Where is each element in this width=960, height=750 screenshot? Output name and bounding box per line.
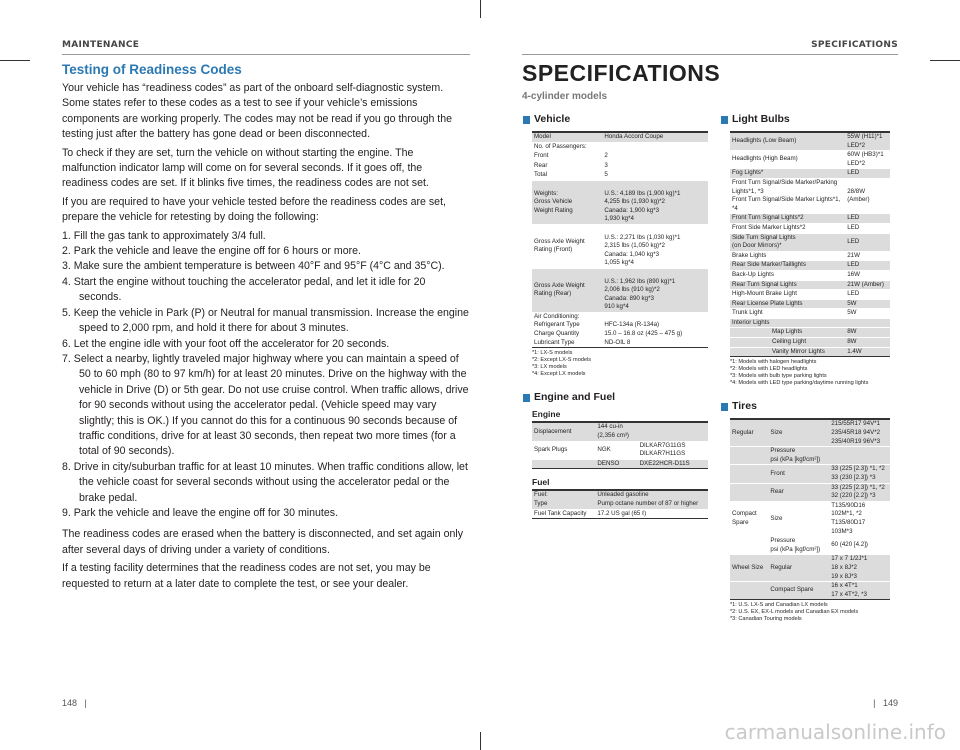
fuel-heading: Fuel <box>532 477 550 488</box>
page-header-left: MAINTENANCE <box>62 40 140 50</box>
table-cell: Regular <box>730 419 768 446</box>
footnote: *2: Except LX-S models <box>532 357 592 364</box>
table-cell: Pressure psi (kPa [kgf/cm²]) <box>770 537 821 553</box>
table-row <box>730 447 890 465</box>
table-cell <box>638 422 708 441</box>
watermark: carmanualsonline.info <box>724 720 946 744</box>
table-row <box>730 338 890 348</box>
table-cell: LED <box>845 261 890 271</box>
table-row <box>730 169 890 179</box>
spacer <box>532 469 708 477</box>
table-cell: Back-Up Lights <box>732 270 774 278</box>
step: 4. Start the engine without touching the accelerator pedal, and let it idle for 20 seconds. <box>62 275 426 304</box>
header-rule <box>62 54 470 55</box>
header-rule <box>522 54 898 55</box>
page-number-left: 148 | <box>62 698 87 708</box>
fuel-table <box>532 489 708 519</box>
page-number-right: | 149 <box>873 698 898 708</box>
table-cell: Compact Spare <box>768 582 829 600</box>
table-row <box>730 465 890 483</box>
table-cell: Headlights (High Beam) <box>732 155 798 163</box>
table-cell: Spark Plugs <box>534 445 568 453</box>
paragraph: To check if they are set, turn the vehicle on without starting the engine. The malfunction indicator lamp will come on for several seconds. If it goes off, the readiness codes are set. If it blinks five times, the readiness codes are not set. <box>62 146 429 190</box>
page-subtitle: 4-cylinder models <box>522 91 608 102</box>
table-cell: Side Turn Signal Lights (on Door Mirrors)* <box>730 233 845 251</box>
table-cell: 17 x 7 1/2J*1 18 x 8J*2 19 x 8J*3 <box>829 555 890 582</box>
table-cell: U.S.: 4,189 lbs (1,900 kg)*1 4,255 lbs (1,930 kg)*2 Canada: 1,900 kg*3 1,930 kg*4 <box>602 180 708 224</box>
table-cell: Rear Side Marker/Taillights <box>730 261 845 271</box>
table-cell <box>532 459 595 469</box>
tires-heading <box>721 400 890 413</box>
table-row <box>532 161 708 171</box>
table-cell: Gross Axle Weight Rating (Front) <box>534 237 585 254</box>
table-cell: Gross Axle Weight Rating (Rear) <box>532 268 602 312</box>
table-cell: Unleaded gasoline Pump octane number of 87 or higher <box>595 490 708 509</box>
footnote: *1: U.S. LX-S and Canadian LX models <box>730 602 828 609</box>
table-row <box>532 459 708 469</box>
table-row <box>532 268 708 312</box>
crop-mark <box>930 60 960 61</box>
table-cell: 21W <box>847 251 860 259</box>
specs-column-right <box>730 113 890 623</box>
table-cell: 5 <box>604 171 608 179</box>
table-cell: Size <box>770 514 783 522</box>
paragraph: The readiness codes are erased when the battery is disconnected, and set again only after several days of driving under a variety of conditions. <box>62 528 464 556</box>
footnote: *2: Models with LED headlights <box>730 366 808 373</box>
table-cell: T135/90D16 102M*1, *2 T135/80D17 103M*3 <box>831 501 866 535</box>
table-cell: Weights: Gross Vehicle Weight Rating <box>532 180 602 224</box>
table-row <box>532 312 708 347</box>
step: 5. Keep the vehicle in Park (P) or Neutral for manual transmission. Increase the engine speed to 2,000 rpm, and hold it there for about 3 minutes. <box>62 306 469 335</box>
table-row <box>532 132 708 142</box>
paragraph: If a testing facility determines that the readiness codes are not set, you may be requested to return at a later date to complete the test, or see your dealer. <box>62 562 431 590</box>
light-bulbs-footnotes <box>730 359 890 386</box>
table-cell: 144 cu-in (2,356 cm³) <box>595 422 637 441</box>
table-cell: Compact Spare <box>732 510 757 526</box>
table-row <box>730 555 890 582</box>
table-cell: Interior Lights <box>730 318 845 328</box>
footnote: *3: Models with bulb type parking lights <box>730 372 827 379</box>
table-cell: Total <box>534 171 548 179</box>
table-cell: 60 (420 [4.2]) <box>831 541 868 549</box>
table-cell: 33 (225 [2.3]) *1, *2 33 (230 [2.3]) *3 <box>829 465 890 483</box>
heading-label: Tires <box>732 400 757 413</box>
table-cell: High-Mount Brake Light <box>732 290 798 298</box>
vehicle-table <box>532 131 708 348</box>
crop-mark <box>0 60 30 61</box>
table-cell: Fuel: Type <box>532 490 595 509</box>
table-cell: 16W <box>847 270 860 278</box>
step: 8. Drive in city/suburban traffic for at least 10 minutes. When traffic conditions allow, let the vehicle coast for several seconds without using the accelerator pedal or the brake pedal. <box>62 460 468 504</box>
table-row <box>730 178 890 213</box>
table-cell: Front Turn Signal Lights*2 <box>730 214 845 224</box>
table-cell: Headlights (Low Beam) <box>730 132 845 151</box>
table-cell: Rear <box>768 483 829 501</box>
table-row <box>532 509 708 519</box>
table-cell: 5W <box>845 299 890 309</box>
footnote: *3: Canadian Touring models <box>730 615 802 622</box>
table-row <box>532 490 708 509</box>
table-cell: 8W <box>845 338 890 348</box>
table-cell: 33 (225 [2.3]) *1, *2 32 (220 [2.2]) *3 <box>829 483 890 501</box>
page-number: 149 <box>882 698 898 708</box>
table-row <box>532 171 708 181</box>
readiness-codes-section <box>62 62 470 595</box>
table-cell: 5W <box>847 309 857 317</box>
section-title: Testing of Readiness Codes <box>62 62 242 77</box>
table-cell: No. of Passengers: <box>534 142 587 150</box>
table-cell: Size <box>768 419 829 446</box>
table-cell: 17.2 US gal (65 ℓ) <box>597 509 647 517</box>
table-cell: Air Conditioning: Refrigerant Type Charge Quantity Lubricant Type <box>534 312 580 346</box>
table-row <box>730 347 890 357</box>
table-row <box>532 224 708 268</box>
table-cell: DENSO <box>595 459 637 469</box>
table-cell: LED <box>845 169 890 179</box>
table-cell: Trunk Light <box>732 309 763 317</box>
table-cell: 21W (Amber) <box>845 280 890 290</box>
table-cell: Ceiling Light <box>730 338 845 348</box>
vehicle-footnotes <box>532 350 708 377</box>
table-cell: 28/8W (Amber) <box>847 187 870 204</box>
table-cell: U.S.: 1,962 lbs (890 kg)*1 2,006 lbs (910 kg)*2 Canada: 890 kg*3 910 kg*4 <box>602 268 708 312</box>
step: 1. Fill the gas tank to approximately 3/4 full. <box>62 229 266 242</box>
table-row <box>730 132 890 151</box>
table-cell: Vanity Mirror Lights <box>730 347 845 357</box>
step: 3. Make sure the ambient temperature is between 40°F and 95°F (4°C and 35°C). <box>62 260 445 273</box>
table-cell: HFC-134a (R-134a) 15.0 – 16.8 oz (425 – 475 g) ND-OIL 8 <box>604 321 683 346</box>
footnote: *3: LX models <box>532 363 567 370</box>
heading-label: Engine and Fuel <box>534 391 616 404</box>
table-cell <box>730 483 768 501</box>
table-cell <box>730 465 768 483</box>
table-cell: Model <box>532 132 602 142</box>
table-row <box>532 441 708 459</box>
heading-label: Light Bulbs <box>732 113 790 125</box>
table-cell: Front <box>768 465 829 483</box>
step: 7. Select a nearby, lightly traveled major highway where you can maintain a speed of 50 to 60 mph (80 to 97 km/h) for at least 20 minutes. Drive on the highway with the vehicle in Drive (D) or 5th gear. Do not use cruise control. When traffic allows, drive for 90 seconds without using the accelerator pedal. (Vehicle speed may vary slightly; this is OK.) If you cannot do this for a continuous 90 seconds because of traffic conditions, drive for at least 30 seconds, then repeat two more times (for a total of 90 seconds). <box>62 352 469 458</box>
table-cell <box>730 582 768 600</box>
table-row <box>730 537 890 555</box>
table-cell: Displacement <box>532 422 595 441</box>
table-row <box>730 483 890 501</box>
step: 2. Park the vehicle and leave the engine off for 6 hours or more. <box>62 245 361 258</box>
table-cell <box>829 447 890 465</box>
table-cell: LED <box>845 214 890 224</box>
table-cell: 2 <box>604 152 608 160</box>
footnote: *1: LX-S models <box>532 350 573 357</box>
table-cell: Brake Lights <box>732 251 767 259</box>
page-number: 148 <box>62 698 78 708</box>
table-row <box>730 151 890 169</box>
table-row <box>730 299 890 309</box>
table-cell: LED <box>845 233 890 251</box>
table-cell: NGK <box>597 445 611 453</box>
table-cell: U.S.: 2,271 lbs (1,030 kg)*1 2,315 lbs (1,050 kg)*2 Canada: 1,040 kg*3 1,055 kg*4 <box>604 233 681 267</box>
table-cell: Pressure psi (kPa [kgf/cm²]) <box>768 447 829 465</box>
table-row <box>730 582 890 600</box>
table-cell: Rear License Plate Lights <box>730 299 845 309</box>
spacer <box>532 377 708 391</box>
table-cell: Front <box>534 152 549 160</box>
page-header-right: SPECIFICATIONS <box>811 40 898 50</box>
table-row <box>730 251 890 261</box>
footnote: *2: U.S. EX, EX-L models and Canadian EX models <box>730 609 859 616</box>
vehicle-heading <box>523 113 708 126</box>
table-cell <box>602 142 708 152</box>
spacer <box>730 386 890 400</box>
table-row <box>532 180 708 224</box>
table-row <box>730 223 890 233</box>
tires-table <box>730 418 890 600</box>
footnote: *4: Except LX models <box>532 370 586 377</box>
paragraph: If you are required to have your vehicle tested before the readiness codes are set, prepare the vehicle for retesting by doing the following: <box>62 195 446 224</box>
table-cell: DILKAR7G11GS DILKAR7H11GS <box>639 441 686 458</box>
table-cell: 3 <box>604 161 608 169</box>
table-cell: 55W (H11)*1 LED*2 <box>845 132 890 151</box>
engine-fuel-heading <box>523 391 708 404</box>
table-cell: Regular <box>768 555 829 582</box>
table-row <box>532 142 708 152</box>
table-cell: DXE22HCR-D11S <box>638 459 708 469</box>
table-row <box>730 214 890 224</box>
table-cell: Front Turn Signal/Side Marker/Parking Lights*1, *3 Front Turn Signal/Side Marker Lights*1, *4 <box>732 178 841 212</box>
table-cell: LED <box>847 290 860 298</box>
page-title: SPECIFICATIONS <box>522 60 721 86</box>
table-row <box>730 309 890 319</box>
table-cell: LED <box>847 223 860 231</box>
table-cell: Fog Lights* <box>730 169 845 179</box>
step: 9. Park the vehicle and leave the engine off for 30 minutes. <box>62 506 339 519</box>
engine-table <box>532 421 708 469</box>
table-cell: Front Side Marker Lights*2 <box>732 223 806 231</box>
table-cell: 60W (HB3)*1 LED*2 <box>847 151 884 167</box>
paragraph: Your vehicle has “readiness codes” as part of the onboard self-diagnostic system. Some states refer to these codes as a test to see if your vehicle’s emissions components are working properly. The codes may not be read if you go through the testing just after the battery has gone dead or been disconnected. <box>62 82 453 141</box>
table-cell: Rear <box>534 161 548 169</box>
steps-list <box>62 229 470 522</box>
table-cell: 215/55R17 94V*1 235/45R18 94V*2 235/40R19 96V*3 <box>829 419 890 446</box>
table-cell: 1.4W <box>845 347 890 357</box>
step: 6. Let the engine idle with your foot off the accelerator for 20 seconds. <box>62 337 390 350</box>
footnote: *1: Models with halogen headlights <box>730 359 817 366</box>
table-row <box>730 290 890 300</box>
crop-mark <box>480 732 481 750</box>
footnote: *4: Models with LED type parking/daytime running lights <box>730 379 869 386</box>
light-bulbs-heading <box>721 113 890 126</box>
table-row <box>730 280 890 290</box>
square-bullet-icon <box>523 394 530 402</box>
table-cell: 16 x 4T*1 17 x 4T*2, *3 <box>829 582 890 600</box>
table-cell <box>730 447 768 465</box>
engine-heading: Engine <box>532 409 561 420</box>
square-bullet-icon <box>721 403 728 411</box>
table-cell: Map Lights <box>730 328 845 338</box>
table-row <box>730 328 890 338</box>
light-bulbs-table <box>730 131 890 357</box>
table-row <box>730 233 890 251</box>
table-cell: Rear Turn Signal Lights <box>730 280 845 290</box>
table-cell: Honda Accord Coupe <box>602 132 708 142</box>
table-row <box>730 270 890 280</box>
specs-column-left <box>532 113 708 519</box>
table-row <box>532 152 708 162</box>
table-row <box>730 501 890 536</box>
table-cell <box>730 537 768 555</box>
square-bullet-icon <box>721 116 728 124</box>
table-cell: 8W <box>845 328 890 338</box>
heading-label: Vehicle <box>534 113 571 125</box>
crop-mark <box>480 0 481 18</box>
table-row <box>730 261 890 271</box>
table-cell: Wheel Size <box>730 555 768 582</box>
table-row <box>730 419 890 446</box>
table-cell <box>845 318 890 328</box>
table-row <box>730 318 890 328</box>
tires-footnotes <box>730 602 890 622</box>
table-row <box>532 422 708 441</box>
table-cell: Fuel Tank Capacity <box>534 509 587 517</box>
square-bullet-icon <box>523 116 530 124</box>
